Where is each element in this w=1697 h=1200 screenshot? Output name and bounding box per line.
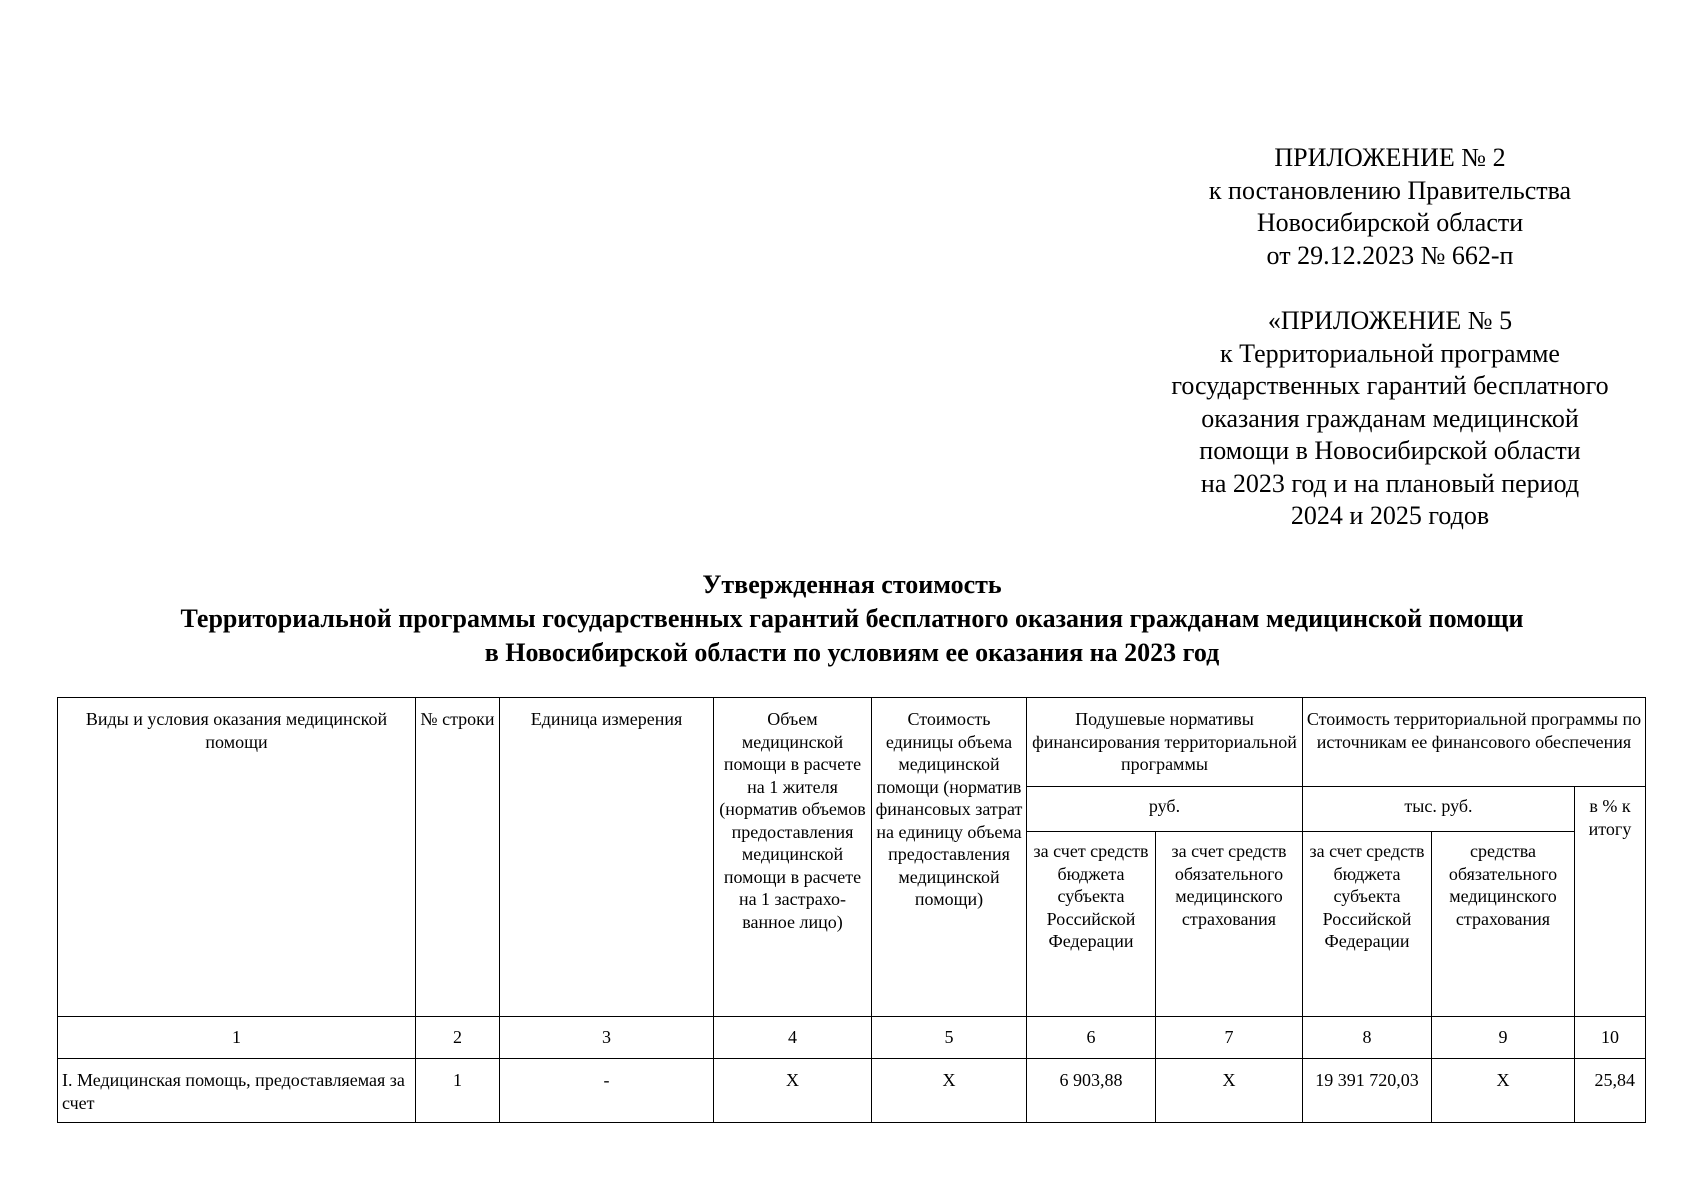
column-number: 8 [1303,1017,1432,1059]
header-unit-cost: Стоимость единицы объема медицинской помощи (норматив финансовых затрат на единицу объема предоставления медицинской помощи) [872,698,1027,1017]
row-unit: - [500,1059,714,1123]
row-volume: Х [714,1059,872,1123]
cost-table [57,697,1646,1123]
header-kind: Виды и условия оказания медицинской помощи [58,698,416,1017]
column-number: 7 [1156,1017,1303,1059]
row-label: I. Медицинская помощь, предоставляемая за счет [58,1059,416,1123]
column-number: 9 [1432,1017,1575,1059]
appendix-line: государственных гарантий бесплатного [1171,371,1609,400]
column-number: 6 [1027,1017,1156,1059]
column-number: 3 [500,1017,714,1059]
appendix-line: помощи в Новосибирской области [1199,436,1581,465]
column-number: 4 [714,1017,872,1059]
title-line: Территориальной программы государственных гарантий бесплатного оказания гражданам медицинской помощи [180,604,1524,633]
row-percent: 25,84 [1575,1059,1646,1123]
table-row [58,1059,1646,1123]
appendix-line: ПРИЛОЖЕНИЕ № 2 [1274,143,1506,172]
row-cost-budget: 19 391 720,03 [1303,1059,1432,1123]
column-number-row [58,1017,1646,1059]
column-number: 1 [58,1017,416,1059]
appendix-line: 2024 и 2025 годов [1290,501,1490,530]
appendix-line: от 29.12.2023 № 662-п [1266,240,1514,270]
header-cost-oms: средства обязательного медицинского страхования [1432,832,1575,1017]
column-number: 2 [416,1017,500,1059]
header-line-number: № строки [416,698,500,1017]
title-line: Утвержденная стоимость [702,570,1002,599]
column-number: 5 [872,1017,1027,1059]
appendix-line: к постановлению Правительства [1208,175,1572,205]
row-per-capita-oms: Х [1156,1059,1303,1123]
header-row [58,698,1646,787]
document-title [57,568,1647,670]
appendix-line: оказания гражданам медицинской [1201,403,1579,433]
appendix-gap [1130,272,1650,305]
header-per-capita: Подушевые нормативы финансирования территориальной программы [1027,698,1303,787]
column-number: 10 [1575,1017,1646,1059]
row-line-number: 1 [416,1059,500,1123]
header-thousand-rub: тыс. руб. [1303,787,1575,832]
row-unit-cost: Х [872,1059,1027,1123]
header-percent: в % к итогу [1575,787,1646,1017]
header-volume: Объем медицинской помощи в расчете на 1 жителя (норматив объемов предоставления медицинской помощи в расчете на 1 застрахо-ванное лицо) [714,698,872,1017]
header-cost-budget: за счет средств бюджета субъекта Российской Федерации [1303,832,1432,1017]
header-per-capita-budget: за счет средств бюджета субъекта Российской Федерации [1027,832,1156,1017]
appendix-line: «ПРИЛОЖЕНИЕ № 5 [1267,306,1513,335]
appendix-block [1130,142,1650,533]
header-program-cost: Стоимость территориальной программы по источникам ее финансового обеспечения [1303,698,1646,787]
appendix-line: на 2023 год и на плановый период [1200,468,1580,498]
row-per-capita-budget: 6 903,88 [1027,1059,1156,1123]
header-rub: руб. [1027,787,1303,832]
appendix-line: Новосибирской области [1256,208,1524,237]
header-per-capita-oms: за счет средств обязательного медицинского страхования [1156,832,1303,1017]
row-cost-oms: Х [1432,1059,1575,1123]
appendix-line: к Территориальной программе [1220,338,1560,368]
header-unit: Единица измерения [500,698,714,1017]
title-line: в Новосибирской области по условиям ее оказания на 2023 год [484,638,1220,667]
